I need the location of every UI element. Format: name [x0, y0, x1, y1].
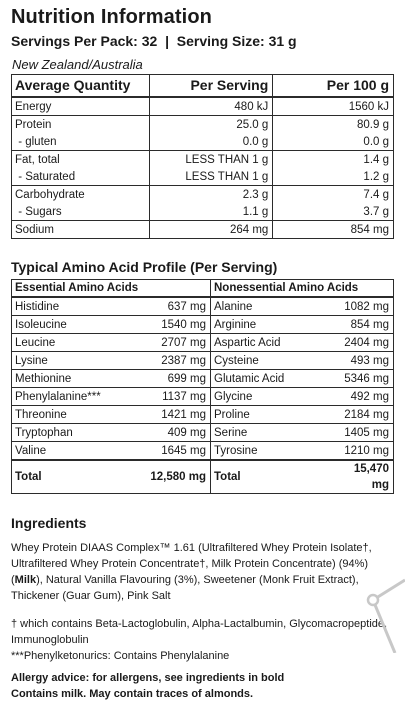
per-serving-value: 480 kJ	[149, 97, 272, 116]
essential-total-value: 12,580 mg	[138, 460, 211, 494]
nutrition-row-saturated	[12, 168, 394, 186]
header-essential-amino-acids: Essential Amino Acids	[12, 280, 211, 298]
amino-row	[12, 352, 394, 370]
essential-value: 1540 mg	[138, 316, 211, 334]
essential-name: Histidine	[15, 300, 60, 313]
allergy-advice-line-1: Allergy advice: for allergens, see ingredients in bold	[11, 672, 285, 684]
region-label: New Zealand/Australia	[12, 57, 143, 72]
nonessential-name: Serine	[211, 424, 337, 442]
nonessential-name: Arginine	[211, 316, 337, 334]
header-nonessential-amino-acids: Nonessential Amino Acids	[211, 280, 394, 298]
nonessential-total-label: Total	[211, 460, 337, 494]
nonessential-name: Glutamic Acid	[211, 370, 337, 388]
nonessential-value: 1210 mg	[336, 442, 394, 461]
essential-value: 1421 mg	[138, 406, 211, 424]
amino-acid-table	[11, 279, 394, 494]
per-serving-value: 0.0 g	[149, 133, 272, 151]
per-serving-value: LESS THAN 1 g	[149, 151, 272, 169]
essential-value: 409 mg	[138, 424, 211, 442]
essential-name: Threonine	[12, 406, 138, 424]
ingredients-text-part1: Whey Protein DIAAS Complex™ 1.61 (Ultrafiltered Whey Protein Isolate†, Ultrafiltered Whey Protein Concentrate†, Milk Protein Concentrate) (94%) (	[11, 542, 372, 586]
essential-name: Leucine	[12, 334, 138, 352]
per-100g-value: 1560 kJ	[273, 97, 394, 116]
per-100g-value: 0.0 g	[273, 133, 394, 151]
decorative-graphic	[365, 560, 405, 653]
per-100g-value: 3.7 g	[273, 203, 394, 221]
ingredients-text	[11, 540, 394, 604]
per-serving-value: 1.1 g	[149, 203, 272, 221]
amino-header-row	[12, 280, 394, 298]
essential-name: Phenylalanine***	[12, 388, 138, 406]
essential-value: 699 mg	[138, 370, 211, 388]
nonessential-value: 854 mg	[336, 316, 394, 334]
nutrition-row-sugars	[12, 203, 394, 221]
ingredients-allergen-milk: Milk	[14, 574, 37, 586]
nutrient-name: Sodium	[12, 221, 150, 239]
essential-name: Valine	[12, 442, 138, 461]
allergy-advice-line-2: Contains milk. May contain traces of almonds.	[11, 688, 254, 700]
nonessential-name: Aspartic Acid	[211, 334, 337, 352]
nutrient-name: Carbohydrate	[12, 186, 150, 204]
header-per-100g: Per 100 g	[273, 75, 394, 98]
nutrient-name: Energy	[15, 100, 52, 113]
per-100g-value: 854 mg	[273, 221, 394, 239]
nonessential-name: Glycine	[211, 388, 337, 406]
per-100g-value: 1.2 g	[273, 168, 394, 186]
amino-row	[12, 370, 394, 388]
nutrition-panel	[11, 5, 394, 702]
per-serving-value: 264 mg	[149, 221, 272, 239]
allergy-advice	[11, 670, 394, 702]
nonessential-value: 1082 mg	[344, 300, 389, 313]
essential-value: 2707 mg	[138, 334, 211, 352]
essential-name: Isoleucine	[12, 316, 138, 334]
ingredients-title: Ingredients	[11, 515, 87, 531]
per-100g-value: 80.9 g	[273, 116, 394, 134]
nonessential-value: 2404 mg	[336, 334, 394, 352]
amino-row	[12, 297, 394, 316]
panel-title: Nutrition Information	[11, 6, 212, 28]
per-serving-value: 25.0 g	[149, 116, 272, 134]
amino-row	[12, 388, 394, 406]
essential-name: Methionine	[12, 370, 138, 388]
nonessential-name: Tyrosine	[211, 442, 337, 461]
ingredients-text-part2: ), Natural Vanilla Flavouring (3%), Sweetener (Monk Fruit Extract), Thickener (Guar Gum), Pink Salt	[11, 574, 359, 602]
nutrition-row-sodium	[12, 221, 394, 239]
essential-value: 1137 mg	[138, 388, 211, 406]
nutrition-row-protein	[12, 116, 394, 134]
essential-value: 1645 mg	[138, 442, 211, 461]
amino-total-row	[12, 460, 394, 494]
nonessential-value: 1405 mg	[336, 424, 394, 442]
footnote-phenylketonurics: ***Phenylketonurics: Contains Phenylalanine	[11, 650, 230, 662]
nutrient-name: Fat, total	[12, 151, 150, 169]
essential-name: Lysine	[12, 352, 138, 370]
essential-value: 637 mg	[167, 300, 206, 313]
amino-row	[12, 424, 394, 442]
per-serving-value: LESS THAN 1 g	[149, 168, 272, 186]
amino-acid-title: Typical Amino Acid Profile (Per Serving)	[11, 259, 278, 275]
essential-name: Tryptophan	[12, 424, 138, 442]
footnote-dagger: † which contains Beta-Lactoglobulin, Alpha-Lactalbumin, Glycomacropeptide, Immunoglobulin	[11, 618, 388, 646]
amino-row	[12, 442, 394, 461]
nutrition-header-row	[12, 75, 394, 98]
nutrition-row-gluten	[12, 133, 394, 151]
nutrient-name: - Saturated	[15, 170, 76, 183]
nonessential-value: 493 mg	[336, 352, 394, 370]
nonessential-value: 2184 mg	[336, 406, 394, 424]
nonessential-value: 492 mg	[336, 388, 394, 406]
amino-row	[12, 316, 394, 334]
servings-info: Servings Per Pack: 32 | Serving Size: 31 g	[11, 33, 297, 49]
per-100g-value: 1.4 g	[273, 151, 394, 169]
nonessential-name: Proline	[211, 406, 337, 424]
nutrition-row-energy	[12, 97, 394, 116]
per-serving-value: 2.3 g	[149, 186, 272, 204]
header-average-quantity: Average Quantity	[12, 75, 150, 98]
nutrient-name: - gluten	[15, 135, 57, 148]
essential-total-label: Total	[12, 460, 138, 494]
nutrition-row-carbohydrate	[12, 186, 394, 204]
amino-row	[12, 334, 394, 352]
nutrition-row-fat-total	[12, 151, 394, 169]
header-per-serving: Per Serving	[149, 75, 272, 98]
nonessential-value: 5346 mg	[336, 370, 394, 388]
per-100g-value: 7.4 g	[273, 186, 394, 204]
nonessential-name: Alanine	[211, 297, 337, 316]
nonessential-name: Cysteine	[211, 352, 337, 370]
amino-row	[12, 406, 394, 424]
nutrient-name: - Sugars	[15, 205, 62, 218]
essential-value: 2387 mg	[138, 352, 211, 370]
nutrient-name: Protein	[12, 116, 150, 134]
nonessential-total-value: 15,470 mg	[336, 460, 394, 494]
nutrition-table	[11, 74, 394, 239]
